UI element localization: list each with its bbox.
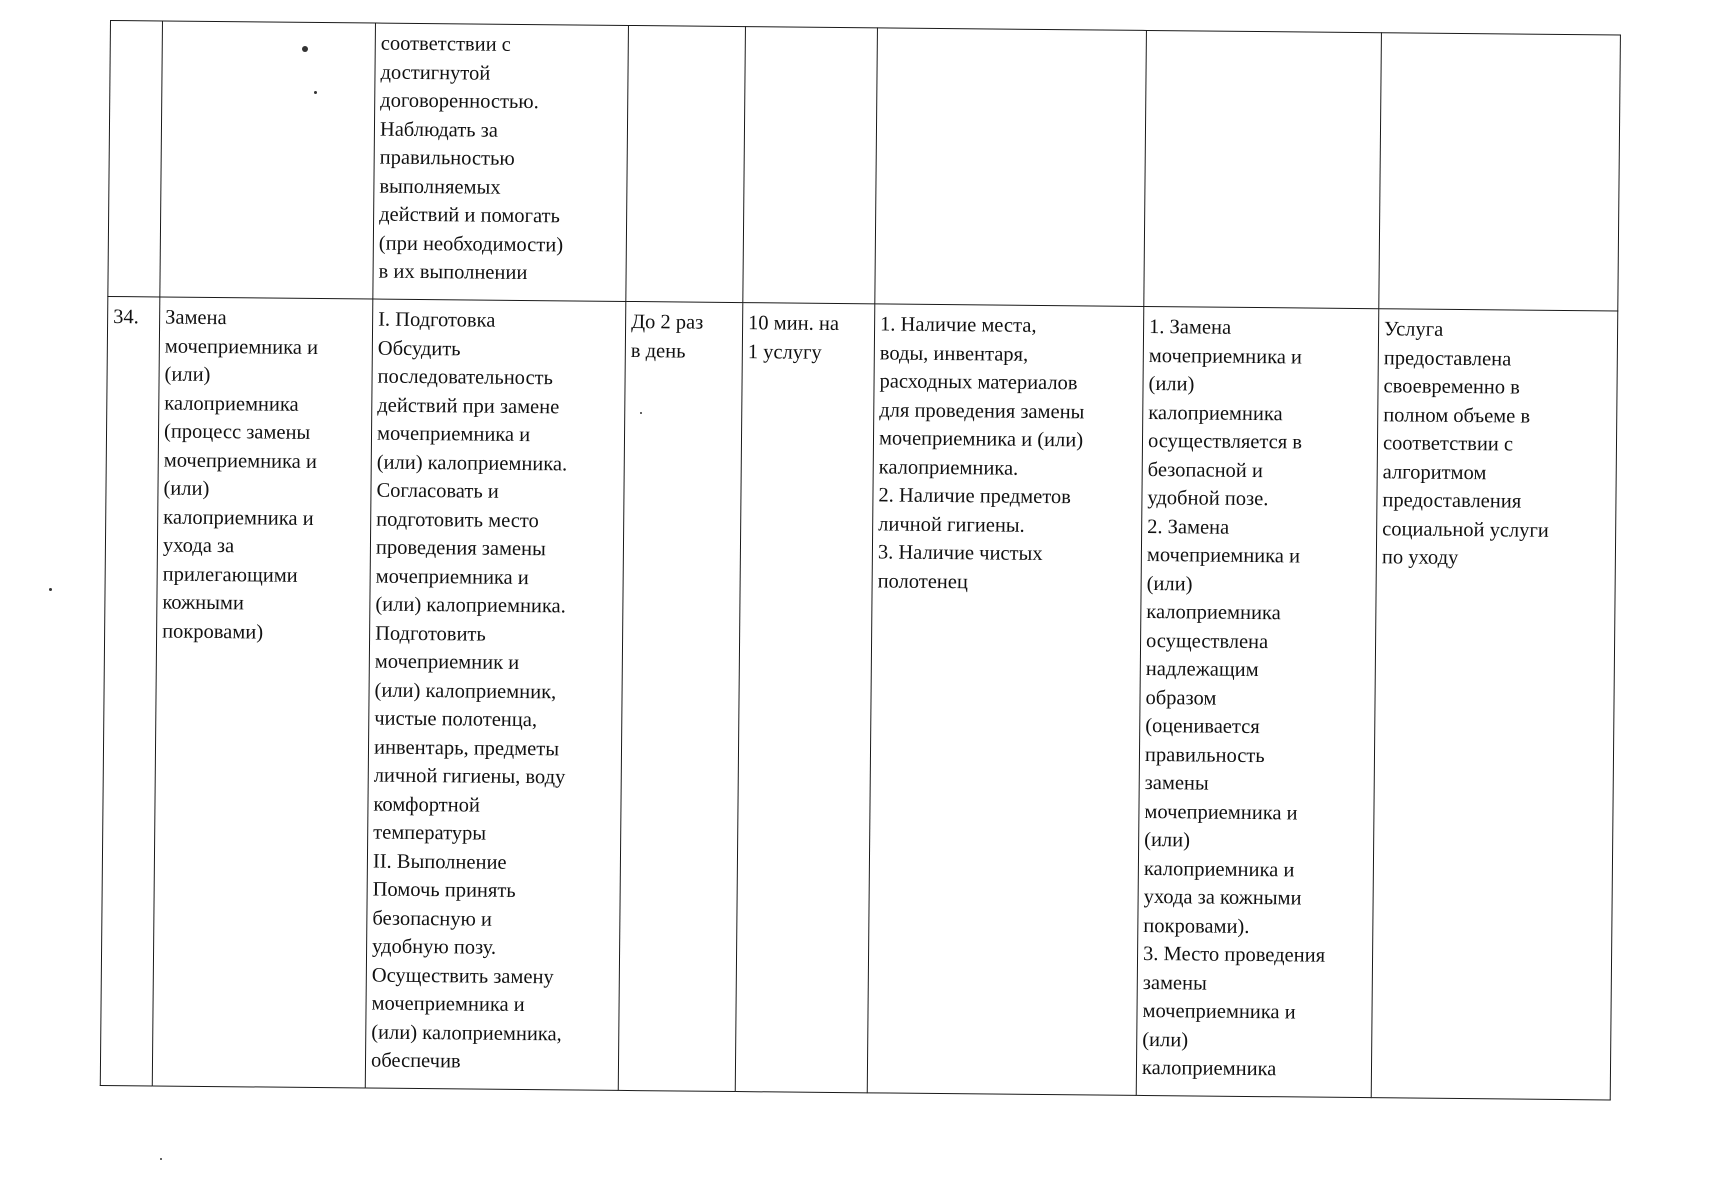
scan-speck [160,1158,162,1160]
scan-speck [640,412,642,414]
cell-evaluation [1379,33,1621,311]
scan-speck [314,91,317,94]
cell-number [108,21,163,297]
cell-number: 34. [100,296,160,1085]
scan-speck [49,588,52,591]
services-table [100,20,1621,1100]
cell-service-description: соответствии с достигнутой договоренностью. Наблюдать за правильностью выполняемых действий и помогать (при необходимости) в их выполнении [373,23,629,301]
cell-service-description: I. Подготовка Обсудить последовательность действий при замене мочеприемника и (или) калоприемника. Согласовать и подготовить место проведения замены мочеприемника и (или) калоприемника. Подготовить мочеприемник и (или) калоприемник, чистые полотенца, инвентарь, предметы личной гигиены, воду комфортной температуры II. Выполнение Помочь принять безопасную и удобную позу. Осуществить замену мочеприемника и (или) калоприемника, обеспечив [365,299,626,1090]
cell-conditions: 1. Наличие места, воды, инвентаря, расходных материалов для проведения замены мочеприемника и (или) калоприемника. 2. Наличие предметов личной гигиены. 3. Наличие чистых полотенец [867,304,1144,1096]
cell-conditions [875,28,1147,307]
cell-duration [743,27,878,304]
cell-frequency [626,25,746,302]
cell-quality-indicators [1144,30,1382,308]
cell-evaluation: Услуга предоставлена своевременно в полном объеме в соответствии с алгоритмом предоставления социальной услуги по уходу [1371,309,1618,1100]
cell-quality-indicators: 1. Замена мочеприемника и (или) калоприемника осуществляется в безопасной и удобной позе. 2. Замена мочеприемника и (или) калоприемника осуществлена надлежащим образом (оценивается правильность замены мочеприемника и (или) калоприемника и ухода за кожными покровами). 3. Место проведения замены мочеприемника и (или) калоприемника [1136,306,1379,1097]
cell-duration: 10 мин. на 1 услугу [735,303,875,1093]
table-row-34 [100,296,1618,1099]
cell-frequency: До 2 раз в день [618,301,743,1091]
table-row-continuation [108,21,1621,311]
cell-service-name [160,21,376,299]
cell-service-name: Замена мочеприемника и (или) калоприемника (процесс замены мочеприемника и (или) калоприемника и ухода за прилегающими кожными покровами) [152,297,373,1088]
scan-speck [302,46,308,52]
